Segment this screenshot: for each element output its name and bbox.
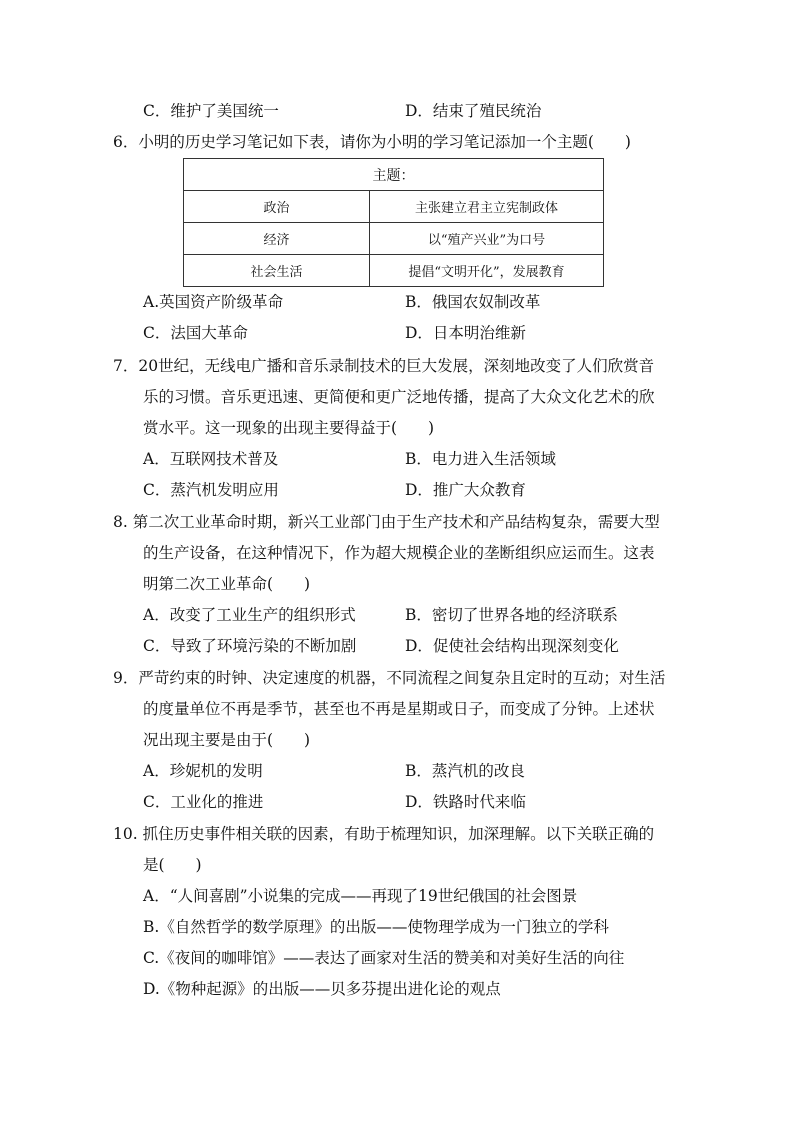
- table-row: [184, 255, 604, 287]
- q9-stem-line-2: 的度量单位不再是季节，甚至也不再是星期或日子，而变成了分钟。上述状: [143, 700, 655, 718]
- q5-option-d: D．结束了殖民统治: [405, 102, 542, 120]
- table-row: [184, 191, 604, 223]
- q8-stem-line-1: 8. 第二次工业革命时期，新兴工业部门由于生产技术和产品结构复杂，需要大型: [113, 513, 660, 531]
- q8-stem-line-3: 明第二次工业革命( ): [143, 575, 311, 593]
- q10-option-a: A．“人间喜剧”小说集的完成——再现了19世纪俄国的社会图景: [143, 887, 578, 905]
- study-notes-table: [183, 158, 604, 287]
- q8-option-b: B．密切了世界各地的经济联系: [405, 606, 618, 624]
- q6-option-a: A.英国资产阶级革命: [143, 293, 284, 311]
- q7-option-d: D．推广大众教育: [405, 481, 526, 499]
- q7-option-a: A．互联网技术普及: [143, 450, 279, 468]
- q8-option-d: D．促使社会结构出现深刻变化: [405, 637, 619, 655]
- table-label-cell: 社会生活: [184, 255, 370, 287]
- q9-stem-line-1: 9．严苛约束的时钟、决定速度的机器，不同流程之间复杂且定时的互动；对生活: [113, 669, 666, 687]
- table-theme-cell: 主题：: [184, 159, 604, 191]
- q10-option-b: B.《自然哲学的数学原理》的出版——使物理学成为一门独立的学科: [143, 918, 609, 936]
- q10-stem-line-1: 10. 抓住历史事件相关联的因素，有助于梳理知识，加深理解。以下关联正确的: [113, 825, 655, 843]
- q8-option-a: A．改变了工业生产的组织形式: [143, 606, 356, 624]
- table-label-cell: 经济: [184, 223, 370, 255]
- table-content-cell: 以“殖产兴业”为口号: [370, 223, 604, 255]
- q9-option-d: D．铁路时代来临: [405, 793, 526, 811]
- table-row: [184, 159, 604, 191]
- q6-option-c: C．法国大革命: [143, 324, 248, 342]
- q10-stem-line-2: 是( ): [143, 856, 202, 874]
- q9-option-b: B．蒸汽机的改良: [405, 762, 525, 780]
- q7-option-b: B．电力进入生活领域: [405, 450, 556, 468]
- q5-option-c: C．维护了美国统一: [143, 102, 279, 120]
- q9-stem-line-3: 况出现主要是由于( ): [143, 731, 311, 749]
- q7-stem-line-1: 7．20世纪，无线电广播和音乐录制技术的巨大发展，深刻地改变了人们欣赏音: [113, 357, 655, 375]
- q9-option-c: C．工业化的推进: [143, 793, 264, 811]
- table-content-cell: 提倡“文明开化”，发展教育: [370, 255, 604, 287]
- q8-stem-line-2: 的生产设备，在这种情况下，作为超大规模企业的垄断组织应运而生。这表: [143, 544, 655, 562]
- q10-option-c: C.《夜间的咖啡馆》——表达了画家对生活的赞美和对美好生活的向往: [143, 949, 625, 967]
- q7-stem-line-3: 赏水平。这一现象的出现主要得益于( ): [143, 419, 435, 437]
- q7-stem-line-2: 乐的习惯。音乐更迅速、更简便和更广泛地传播，提高了大众文化艺术的欣: [143, 388, 655, 406]
- q6-option-d: D．日本明治维新: [405, 324, 526, 342]
- q9-option-a: A．珍妮机的发明: [143, 762, 263, 780]
- q7-option-c: C．蒸汽机发明应用: [143, 481, 279, 499]
- table-row: [184, 223, 604, 255]
- q10-option-d: D.《物种起源》的出版——贝多芬提出进化论的观点: [143, 980, 501, 998]
- q8-option-c: C．导致了环境污染的不断加剧: [143, 637, 357, 655]
- q6-stem: 6．小明的历史学习笔记如下表，请你为小明的学习笔记添加一个主题( ): [113, 133, 631, 151]
- q6-option-b: B．俄国农奴制改革: [405, 293, 541, 311]
- table-content-cell: 主张建立君主立宪制政体: [370, 191, 604, 223]
- table-label-cell: 政治: [184, 191, 370, 223]
